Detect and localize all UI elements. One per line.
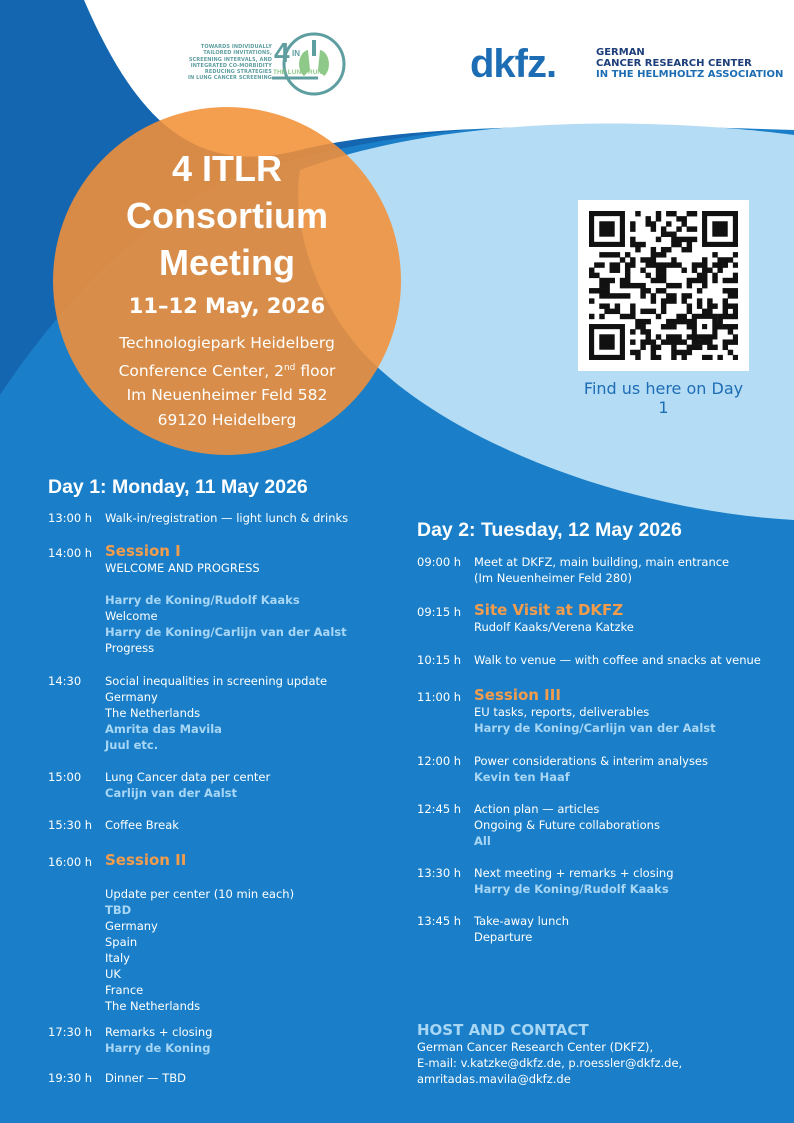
schedule-time: 13:30 h	[417, 866, 462, 880]
project-logo-tagline: TOWARDS INDIVIDUALLY TAILORED INVITATIONS, SCREENING INTERVALS, AND INTEGRATED CO-MORBIDITY REDUCING STRATEGIES IN LUNG CANCER SCREENING	[188, 44, 272, 82]
schedule-text: Action plan — articles	[474, 802, 600, 816]
schedule-text: Rudolf Kaaks/Verena Katzke	[474, 620, 634, 634]
speaker-name: Juul etc.	[105, 738, 159, 752]
schedule-time: 11:00 h	[417, 690, 462, 704]
lung-run-icon	[268, 30, 348, 98]
schedule-text: WELCOME AND PROGRESS	[105, 561, 260, 575]
schedule-time: 13:00 h	[48, 511, 93, 525]
schedule-content	[105, 673, 327, 753]
speaker-name: Kevin ten Haaf	[474, 770, 570, 784]
schedule-time: 10:15 h	[417, 653, 462, 667]
dkfz-subtitle: GERMAN CANCER RESEARCH CENTER IN THE HELMHOLTZ ASSOCIATION	[596, 47, 784, 80]
event-dates: 11–12 May, 2026	[128, 294, 326, 318]
schedule-content	[474, 687, 716, 736]
schedule-text: Welcome	[105, 609, 158, 623]
schedule-content	[105, 886, 294, 1014]
host-line: German Cancer Research Center (DKFZ),	[417, 1040, 654, 1054]
schedule-time: 15:30 h	[48, 818, 93, 832]
schedule-text: Take-away lunch	[474, 914, 569, 928]
schedule-text: Ongoing & Future collaborations	[474, 818, 660, 832]
session-title: Session II	[105, 851, 187, 869]
speaker-name: Harry de Koning/Rudolf Kaaks	[474, 882, 669, 896]
schedule-text: Departure	[474, 930, 533, 944]
schedule-time: 12:45 h	[417, 802, 462, 816]
speaker-name: Carlijn van der Aalst	[105, 786, 237, 800]
host-title: HOST AND CONTACT	[417, 1021, 589, 1039]
schedule-time: 12:00 h	[417, 754, 462, 768]
schedule-text: Meet at DKFZ, main building, main entrance	[474, 555, 730, 569]
schedule-content	[105, 769, 270, 801]
schedule-text: The Netherlands	[105, 999, 201, 1013]
host-email[interactable]: E-mail: v.katzke@dkfz.de, p.roessler@dkfz.de,	[417, 1056, 683, 1070]
speaker-name: TBD	[105, 903, 132, 917]
schedule-content	[474, 554, 729, 586]
host-contact	[417, 1021, 682, 1087]
schedule-text: Spain	[105, 935, 138, 949]
schedule-content	[105, 852, 186, 869]
schedule-text: Germany	[105, 690, 158, 704]
session-title: Session III	[474, 686, 561, 704]
speaker-name: Harry de Koning/Rudolf Kaaks	[105, 593, 300, 607]
schedule-content	[474, 865, 674, 897]
schedule-text: Social inequalities in screening update	[105, 674, 328, 688]
session-title: Session I	[105, 542, 181, 560]
schedule-content	[105, 1070, 186, 1086]
schedule-text: Update per center (10 min each)	[105, 887, 295, 901]
host-email[interactable]: amritadas.mavila@dkfz.de	[417, 1072, 571, 1086]
schedule-text: Walk-in/registration — light lunch & drinks	[105, 511, 349, 525]
dkfz-logo	[470, 42, 784, 86]
schedule-time: 13:45 h	[417, 914, 462, 928]
svg-text:IN: IN	[292, 49, 300, 58]
schedule-time: 09:00 h	[417, 555, 462, 569]
qr-caption: Find us here on Day 1	[583, 379, 744, 417]
session-title: Site Visit at DKFZ	[474, 601, 624, 619]
schedule-content	[474, 753, 708, 785]
day2-heading: Day 2: Tuesday, 12 May 2026	[417, 519, 682, 541]
event-venue: Technologiepark Heidelberg Conference Center, 2nd floor Im Neuenheimer Feld 582 69120 Heidelberg	[118, 334, 336, 429]
speaker-name: Harry de Koning/Carlijn van der Aalst	[105, 625, 347, 639]
day1-heading: Day 1: Monday, 11 May 2026	[48, 476, 308, 498]
schedule-time: 09:15 h	[417, 605, 462, 619]
project-logo	[176, 30, 348, 98]
schedule-time: 14:30	[48, 674, 82, 688]
schedule-content	[474, 913, 569, 945]
schedule-text: Italy	[105, 951, 130, 965]
schedule-content	[105, 1024, 212, 1056]
schedule-time: 19:30 h	[48, 1071, 93, 1085]
speaker-name: Harry de Koning	[105, 1041, 211, 1055]
dkfz-wordmark: dkfz.	[470, 42, 557, 86]
schedule-time: 16:00 h	[48, 855, 93, 869]
speaker-name: All	[474, 834, 491, 848]
schedule-text: Lung Cancer data per center	[105, 770, 271, 784]
schedule-text: EU tasks, reports, deliverables	[474, 705, 650, 719]
schedule-text: France	[105, 983, 144, 997]
qr-code-icon	[589, 211, 738, 360]
schedule-text: The Netherlands	[105, 706, 201, 720]
schedule-time: 14:00 h	[48, 546, 93, 560]
schedule-text	[105, 576, 347, 592]
speaker-name: Amrita das Mavila	[105, 722, 222, 736]
schedule-text: Dinner — TBD	[105, 1071, 187, 1085]
speaker-name: Harry de Koning/Carlijn van der Aalst	[474, 721, 716, 735]
schedule-text: Remarks + closing	[105, 1025, 213, 1039]
schedule-text: Next meeting + remarks + closing	[474, 866, 674, 880]
schedule-content	[474, 801, 660, 849]
qr-code[interactable]	[578, 200, 749, 371]
schedule-time: 17:30 h	[48, 1025, 93, 1039]
schedule-text: UK	[105, 967, 121, 981]
schedule-content	[105, 817, 179, 833]
schedule-text: Walk to venue — with coffee and snacks at venue	[474, 653, 761, 667]
schedule-time: 15:00	[48, 770, 82, 784]
schedule-text: Progress	[105, 641, 155, 655]
schedule-text: Germany	[105, 919, 158, 933]
schedule-text: Power considerations & interim analyses	[474, 754, 708, 768]
schedule-text: Coffee Break	[105, 818, 179, 832]
schedule-text: (Im Neuenheimer Feld 280)	[474, 571, 632, 585]
svg-text:THE LUNG RUN: THE LUNG RUN	[273, 69, 323, 76]
schedule-content	[105, 543, 347, 656]
schedule-content	[105, 510, 348, 526]
svg-text:4: 4	[274, 37, 290, 68]
event-title: 4 ITLR Consortium Meeting	[126, 148, 328, 283]
schedule-content	[474, 652, 761, 668]
schedule-content	[474, 602, 634, 635]
